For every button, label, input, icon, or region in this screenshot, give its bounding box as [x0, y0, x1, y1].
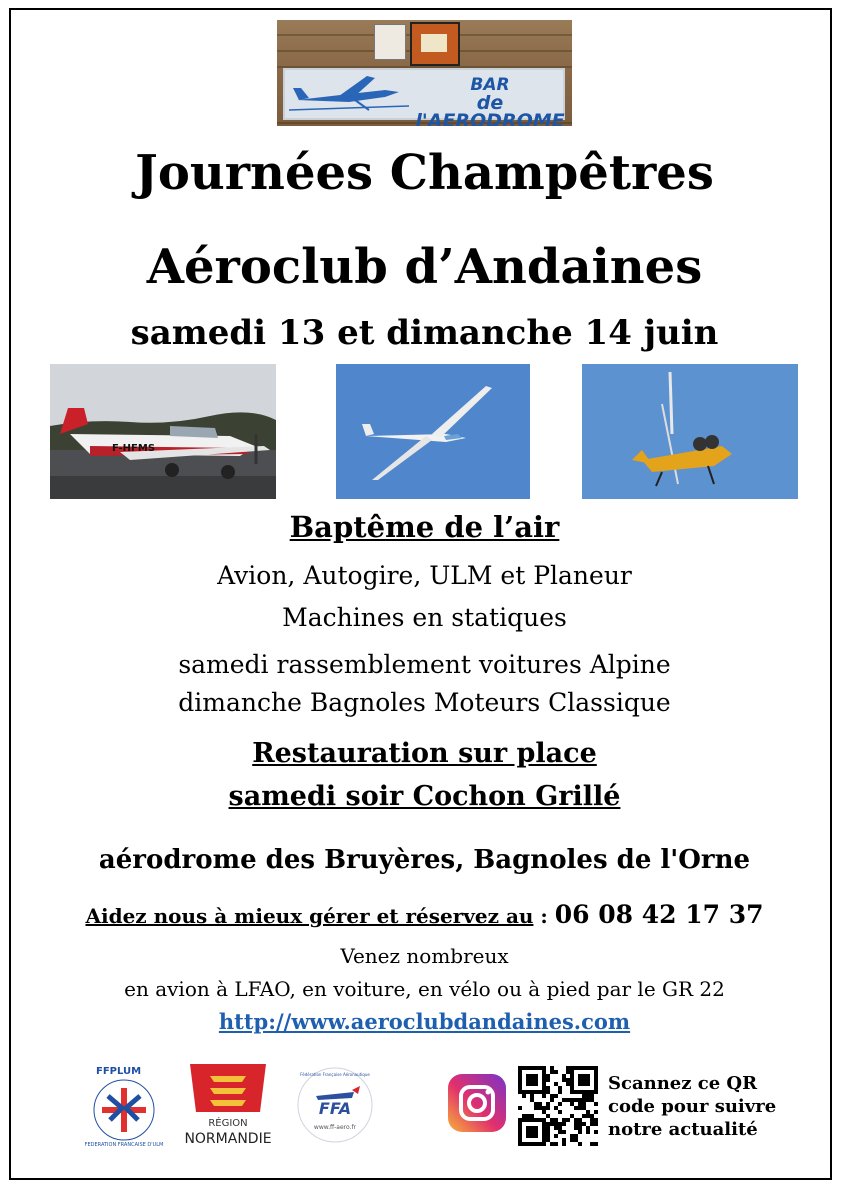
come-line-2: en avion à LFAO, en voiture, en vélo ou à pied par le GR 22: [124, 977, 725, 1001]
ffa-logo: [296, 1066, 374, 1144]
region-label: RÉGION: [208, 1118, 248, 1129]
ffplum-logo: [82, 1066, 166, 1150]
location: aérodrome des Bruyères, Bagnoles de l'Orne: [98, 845, 751, 875]
activity-line-1: Avion, Autogire, ULM et Planeur: [217, 561, 632, 590]
food-line-2: samedi soir Cochon Grillé: [228, 781, 621, 812]
ffa-top-text: Fédération Française Aéronautique: [300, 1072, 370, 1077]
sign-line-1: BAR: [470, 75, 510, 95]
activity-line-4: dimanche Bagnoles Moteurs Classique: [178, 688, 671, 717]
activity-line-3: samedi rassemblement voitures Alpine: [178, 650, 671, 679]
activities-heading: Baptême de l’air: [289, 510, 560, 544]
normandie-label: NORMANDIE: [184, 1131, 272, 1147]
glider-photo: [336, 364, 530, 499]
ffplum-bottom-text: FEDERATION FRANCAISE D'ULM: [84, 1142, 164, 1148]
booking-separator: :: [533, 904, 555, 928]
plane-photo: [50, 364, 276, 499]
ffa-url: www.ff-aero.fr: [313, 1124, 357, 1131]
ffa-name: FFA: [318, 1099, 352, 1118]
bar-sign: [283, 68, 565, 126]
plane-registration: F-HFMS: [112, 443, 156, 454]
lfao-sticker: [410, 22, 460, 66]
food-line-1: Restauration sur place: [252, 738, 597, 769]
autogyro-photo: [582, 364, 798, 499]
phone-number[interactable]: 06 08 42 17 37: [554, 900, 764, 929]
website-link[interactable]: http://www.aeroclubdandaines.com: [218, 1009, 631, 1034]
normandie-logo: [172, 1062, 284, 1152]
event-date: samedi 13 et dimanche 14 juin: [130, 313, 719, 353]
title-line-1: Journées Champêtres: [135, 145, 714, 201]
booking-text: Aidez nous à mieux gérer et réservez au: [85, 904, 534, 928]
qr-code-icon[interactable]: [518, 1066, 598, 1146]
instagram-icon[interactable]: [448, 1074, 506, 1132]
title-line-2: Aéroclub d’Andaines: [146, 239, 703, 295]
qr-caption-line-3: notre actualité: [608, 1119, 758, 1140]
come-line-1: Venez nombreux: [340, 944, 509, 968]
sign-line-2: de l'AERODROME: [415, 92, 565, 126]
qr-caption-line-1: Scannez ce QR: [608, 1073, 758, 1094]
booking: [0, 900, 849, 929]
bar-sign-photo: [277, 20, 572, 126]
club-sticker: [374, 24, 406, 60]
plane-drawing-icon: [289, 70, 409, 116]
qr-caption: [608, 1072, 798, 1141]
activity-line-2: Machines en statiques: [282, 603, 567, 632]
qr-caption-line-2: code pour suivre: [608, 1096, 777, 1117]
ffplum-name: FFPLUM: [96, 1066, 142, 1077]
